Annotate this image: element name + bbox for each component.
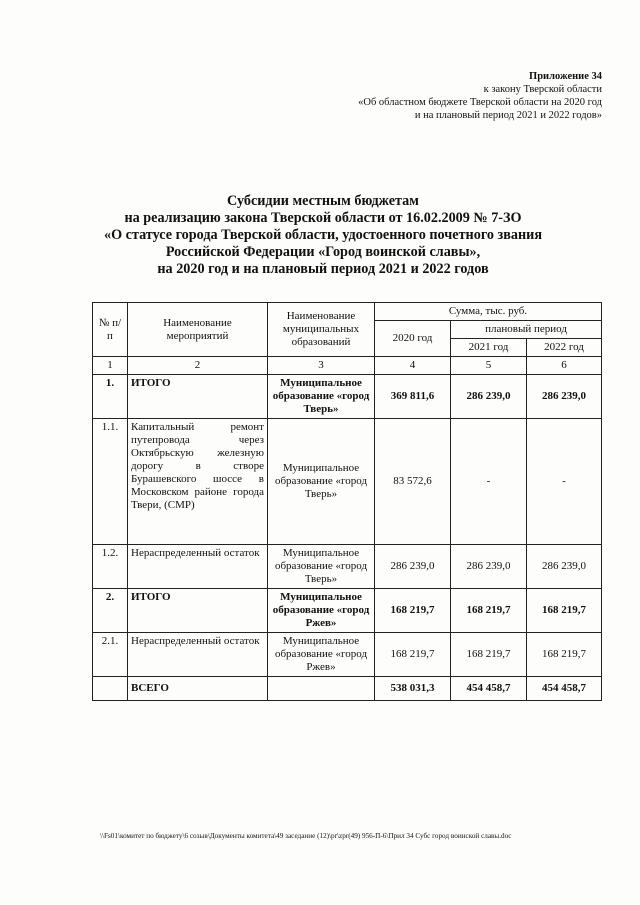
row-num: 2.1. xyxy=(93,633,128,677)
header-2020: 2020 год xyxy=(375,321,451,357)
row-event: ИТОГО xyxy=(128,375,268,419)
row-value-2021: 286 239,0 xyxy=(451,375,527,419)
column-number: 6 xyxy=(527,357,602,375)
row-value-2021: 168 219,7 xyxy=(451,633,527,677)
column-number: 2 xyxy=(128,357,268,375)
title-line-2: на реализацию закона Тверской области от 16.02.2009 № 7-ЗО xyxy=(124,210,522,226)
row-num: 1.1. xyxy=(93,419,128,545)
row-value-2020: 538 031,3 xyxy=(375,677,451,701)
table-row xyxy=(93,419,602,545)
header-municipality: Наименование муниципальных образований xyxy=(268,303,375,357)
row-event: Капитальный ремонт путепровода через Октябрьскую железную дорогу в створе Бурашевского шоссе в Московском районе города Твери, (СМР) xyxy=(128,419,268,545)
row-municipality: Муниципальное образование «город Тверь» xyxy=(268,375,375,419)
title-line-5: на 2020 год и на плановый период 2021 и 2022 годов xyxy=(157,261,489,277)
row-value-2021: 286 239,0 xyxy=(451,545,527,589)
row-value-2022: 454 458,7 xyxy=(527,677,602,701)
column-number: 4 xyxy=(375,357,451,375)
document-title xyxy=(88,193,558,278)
header-row-1 xyxy=(93,303,602,321)
row-value-2022: 286 239,0 xyxy=(527,545,602,589)
title-line-3: «О статусе города Тверской области, удостоенного почетного звания xyxy=(103,227,543,243)
file-path-footer: \\Fs01\комитет по бюджету\6 созыв\Документы комитета\49 заседание (12)\pr\zpr(49) 956-П-6\Прил 34 Субс город воинской славы.doc xyxy=(100,832,512,840)
header-planned-period: плановый период xyxy=(451,321,602,339)
appendix-number: Приложение 34 xyxy=(529,71,602,82)
header-num: № п/п xyxy=(93,303,128,357)
table-row-total xyxy=(93,677,602,701)
header-sum: Сумма, тыс. руб. xyxy=(375,303,602,321)
table-row xyxy=(93,375,602,419)
row-num xyxy=(93,677,128,701)
row-municipality: Муниципальное образование «город Тверь» xyxy=(268,545,375,589)
column-number: 1 xyxy=(93,357,128,375)
header-2022: 2022 год xyxy=(527,339,602,357)
row-value-2021: 454 458,7 xyxy=(451,677,527,701)
row-value-2021: - xyxy=(451,419,527,545)
row-value-2021: 168 219,7 xyxy=(451,589,527,633)
row-value-2022: 286 239,0 xyxy=(527,375,602,419)
table-row xyxy=(93,589,602,633)
subsidy-table xyxy=(92,302,602,701)
row-num: 1.2. xyxy=(93,545,128,589)
column-number: 5 xyxy=(451,357,527,375)
table-row xyxy=(93,633,602,677)
row-value-2020: 168 219,7 xyxy=(375,589,451,633)
row-value-2022: 168 219,7 xyxy=(527,589,602,633)
row-value-2020: 286 239,0 xyxy=(375,545,451,589)
header-event: Наименование мероприятий xyxy=(128,303,268,357)
row-num: 1. xyxy=(93,375,128,419)
row-event: ВСЕГО xyxy=(128,677,268,701)
title-line-4: Российской Федерации «Город воинской славы», xyxy=(165,244,481,260)
appendix-law-title: «Об областном бюджете Тверской области на 2020 год xyxy=(358,97,602,108)
appendix-header xyxy=(358,70,602,122)
appendix-law-ref: к закону Тверской области xyxy=(483,84,602,95)
row-num: 2. xyxy=(93,589,128,633)
row-value-2020: 168 219,7 xyxy=(375,633,451,677)
column-number: 3 xyxy=(268,357,375,375)
row-event: Нераспределенный остаток xyxy=(128,633,268,677)
header-2021: 2021 год xyxy=(451,339,527,357)
row-municipality: Муниципальное образование «город Ржев» xyxy=(268,633,375,677)
row-value-2022: 168 219,7 xyxy=(527,633,602,677)
table-row xyxy=(93,545,602,589)
row-municipality: Муниципальное образование «город Ржев» xyxy=(268,589,375,633)
column-number-row xyxy=(93,357,602,375)
row-municipality: Муниципальное образование «город Тверь» xyxy=(268,419,375,545)
row-event: ИТОГО xyxy=(128,589,268,633)
row-municipality xyxy=(268,677,375,701)
appendix-law-period: и на плановый период 2021 и 2022 годов» xyxy=(414,110,602,121)
title-line-1: Субсидии местным бюджетам xyxy=(227,193,419,209)
row-event: Нераспределенный остаток xyxy=(128,545,268,589)
row-value-2020: 369 811,6 xyxy=(375,375,451,419)
row-value-2022: - xyxy=(527,419,602,545)
row-value-2020: 83 572,6 xyxy=(375,419,451,545)
